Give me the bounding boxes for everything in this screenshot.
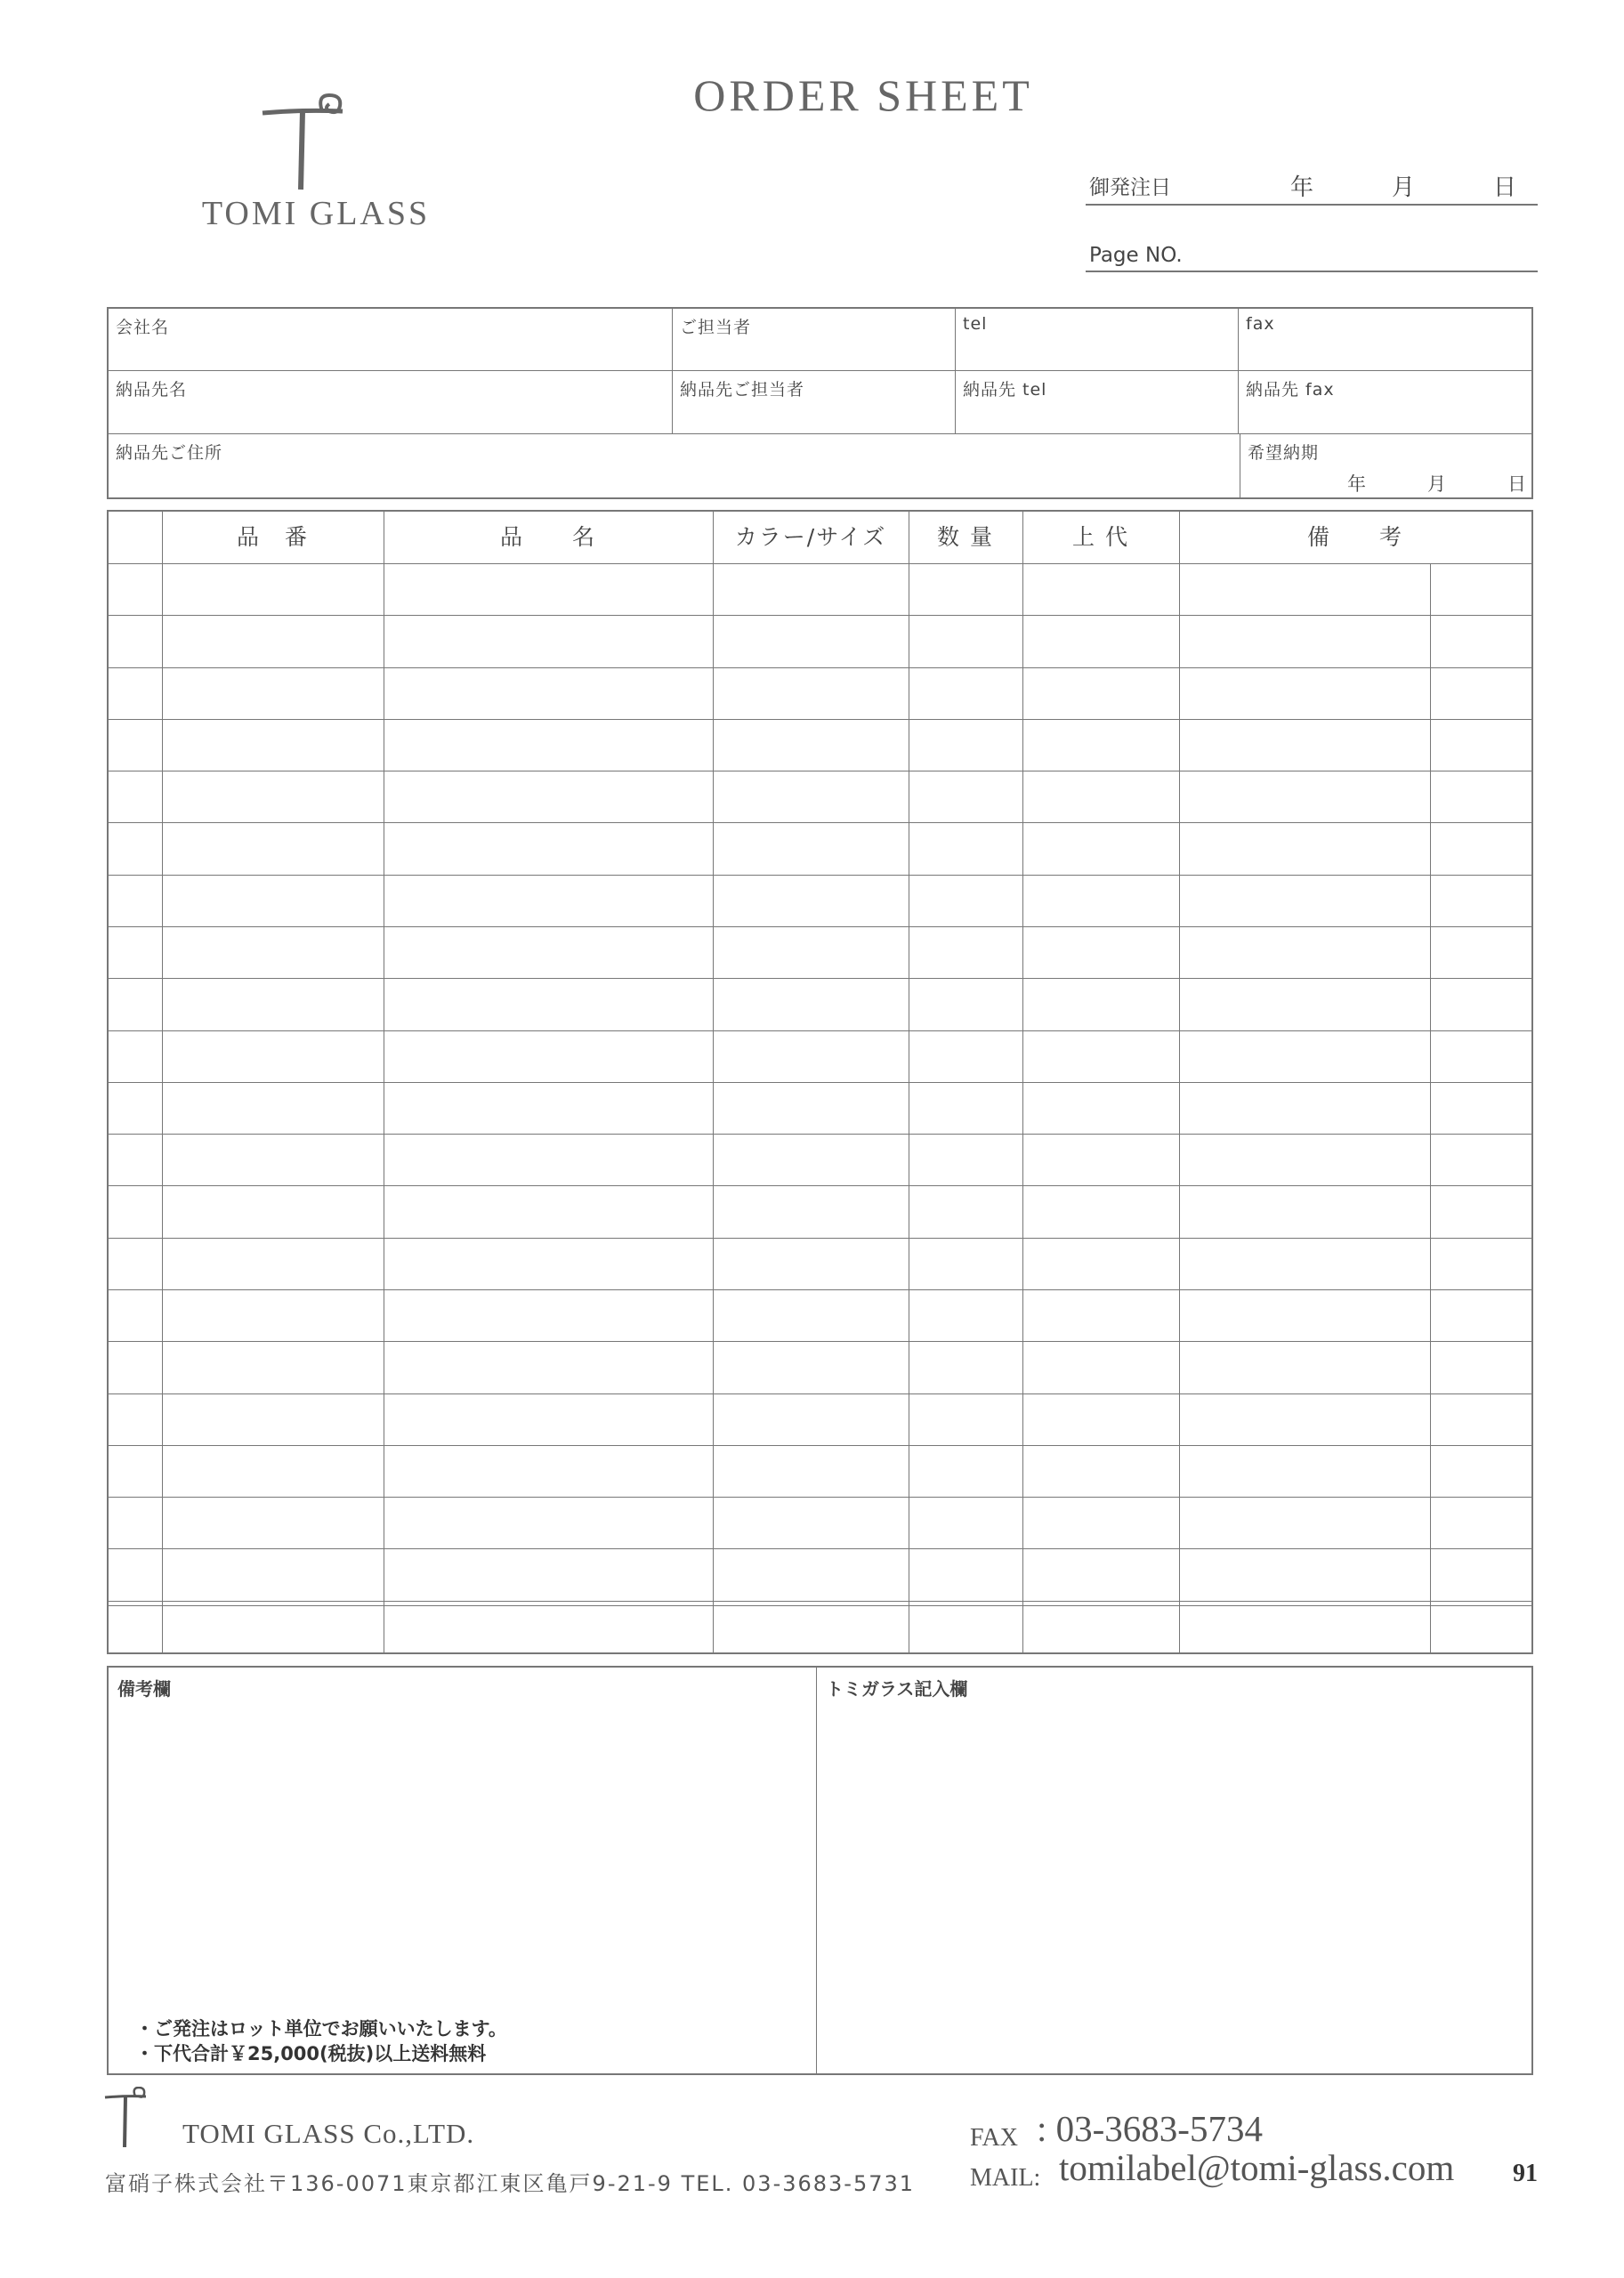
page-title: ORDER SHEET [693,70,1033,120]
delivery-tel-label: 納品先 tel [963,380,1047,400]
delivery-name-field[interactable] [109,371,673,434]
company-name-label: 会社名 [116,318,170,337]
delivery-contact-label: 納品先ご担当者 [680,380,805,400]
table-row[interactable] [109,926,1531,927]
header-color-size: カラー/サイズ [734,524,887,550]
delivery-address-field[interactable] [109,434,1240,497]
table-row[interactable] [109,1497,1531,1498]
contact-field[interactable] [673,309,956,371]
tel-label: tel [963,314,988,334]
customer-info-table [107,307,1533,499]
table-row[interactable] [109,1030,1531,1031]
remarks-sub-divider [1430,563,1431,1652]
desired-date-label: 希望納期 [1248,443,1320,463]
table-row[interactable] [109,875,1531,876]
table-row[interactable] [109,1393,1531,1394]
order-date-label: 御発注日 [1089,176,1171,199]
desired-year-unit: 年 [1347,473,1366,495]
order-date-year-unit: 年 [1290,174,1314,201]
order-items-table [107,510,1533,1654]
delivery-address-label: 納品先ご住所 [116,443,223,463]
company-name-field[interactable] [109,309,673,371]
table-row[interactable] [109,1548,1531,1549]
table-row[interactable] [109,1082,1531,1083]
page-number: 91 [1513,2160,1538,2187]
row-double-line [109,1605,1531,1606]
brand-name: TOMI GLASS [201,195,431,232]
table-row[interactable] [109,822,1531,823]
page-no-label: Page NO. [1089,244,1183,267]
table-row[interactable] [109,1185,1531,1186]
table-row[interactable] [109,719,1531,720]
desired-day-unit: 日 [1507,473,1526,495]
order-date-field[interactable] [1086,172,1538,206]
footer-logo-icon [103,2087,148,2149]
header-remarks: 備 考 [1306,524,1403,550]
table-row[interactable] [109,1445,1531,1446]
table-row[interactable] [109,1134,1531,1135]
header-item-name: 品 名 [499,524,596,550]
tomi-glass-logo-icon [258,93,347,191]
remarks-label: 備考欄 [117,1678,171,1700]
tomi-glass-entry-label: トミガラス記入欄 [826,1678,968,1700]
notes-section [107,1666,1533,2075]
table-row[interactable] [109,1238,1531,1239]
page-no-field[interactable] [1086,238,1538,272]
footer-mail-address[interactable]: tomilabel@tomi-glass.com [1059,2147,1455,2188]
delivery-name-label: 納品先名 [116,380,188,400]
header-item-number: 品 番 [236,524,309,550]
contact-label: ご担当者 [680,318,752,337]
delivery-fax-field[interactable] [1239,371,1531,434]
table-row[interactable] [109,615,1531,616]
order-date-day-unit: 日 [1493,174,1517,201]
delivery-fax-label: 納品先 fax [1246,380,1335,400]
notice-free-shipping: ・下代合計￥25,000(税抜)以上送料無料 [135,2043,487,2064]
footer-fax-label: FAX [970,2124,1018,2152]
order-date-month-unit: 月 [1392,174,1416,201]
table-row[interactable] [109,1289,1531,1290]
desired-date-field[interactable] [1240,434,1531,497]
table-row[interactable] [109,1601,1531,1602]
table-row[interactable] [109,978,1531,979]
footer-mail-label: MAIL: [970,2164,1041,2192]
delivery-tel-field[interactable] [956,371,1239,434]
table-row[interactable] [109,667,1531,668]
table-row[interactable] [109,563,1531,564]
delivery-contact-field[interactable] [673,371,956,434]
tel-field[interactable] [956,309,1239,371]
fax-field[interactable] [1239,309,1531,371]
header-retail-price: 上 代 [1072,524,1129,550]
table-row[interactable] [109,1341,1531,1342]
header-quantity: 数 量 [937,524,994,550]
tomi-glass-entry-box[interactable] [817,1668,1531,2073]
footer-address: 富硝子株式会社〒136-0071東京都江東区亀戸9-21-9 TEL. 03-3683-5731 [105,2171,916,2196]
remarks-box[interactable] [109,1668,817,2073]
footer-fax-number: : 03-3683-5734 [1037,2108,1263,2149]
notice-lot-unit: ・ご発注はロット単位でお願いいたします。 [135,2018,507,2040]
fax-label: fax [1246,314,1275,334]
footer-company: TOMI GLASS Co.,LTD. [182,2118,475,2149]
desired-month-unit: 月 [1427,473,1446,495]
